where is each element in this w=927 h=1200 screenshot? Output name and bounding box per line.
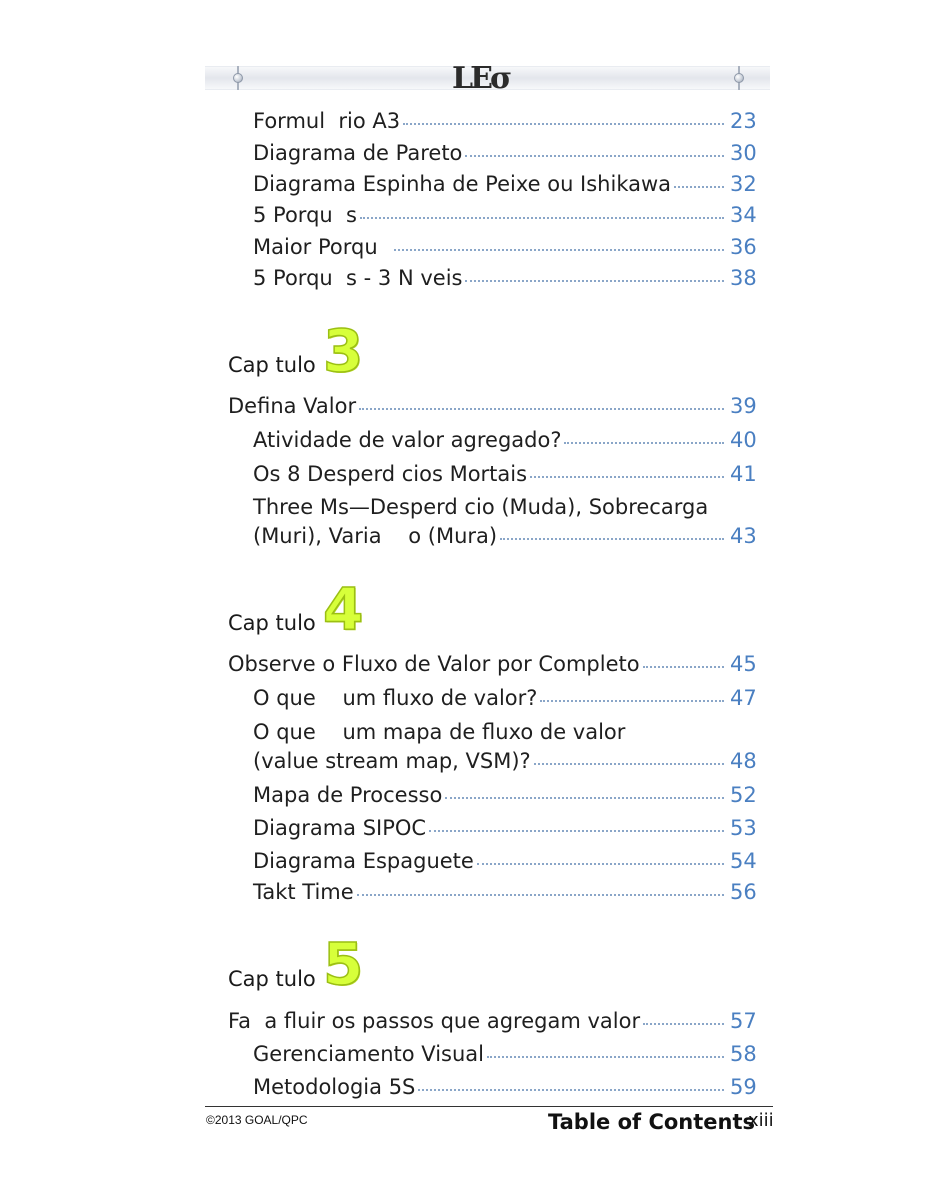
chapter-label: Cap tulo [228,967,316,991]
chapter-number: 4 [323,575,364,643]
toc-entry[interactable]: (value stream map, VSM)? 48 [253,749,757,773]
chapter-number: 3 [323,317,364,385]
chapter-number: 5 [323,930,364,998]
toc-entry[interactable]: (Muri), Varia o (Mura) 43 [253,524,757,548]
chapter-label: Cap tulo [228,611,316,635]
toc-entry[interactable]: Maior Porqu 36 [253,235,757,259]
toc-entry[interactable]: Gerenciamento Visual 58 [253,1042,757,1066]
chapter-heading[interactable]: Observe o Fluxo de Valor por Completo 45 [228,652,757,676]
toc-entry[interactable]: 5 Porqu s 34 [253,203,757,227]
toc-entry[interactable]: O que um fluxo de valor? 47 [253,686,757,710]
toc-entry-line1[interactable]: O que um mapa de fluxo de valor [253,720,626,744]
left-knob-icon [233,66,243,90]
toc-entry[interactable]: Atividade de valor agregado? 40 [253,428,757,452]
toc-entry[interactable]: Diagrama Espinha de Peixe ou Ishikawa 32 [253,172,757,196]
copyright: ©2013 GOAL/QPC [206,1113,308,1127]
toc-entry[interactable]: Diagrama Espaguete 54 [253,849,757,873]
chapter-label: Cap tulo [228,353,316,377]
toc-entry[interactable]: Diagrama SIPOC 53 [253,816,757,840]
toc-entry-line1[interactable]: Three Ms—Desperd cio (Muda), Sobrecarga [253,495,709,519]
right-knob-icon [734,66,744,90]
toc-entry[interactable]: Mapa de Processo 52 [253,783,757,807]
logo: LEσ [452,61,510,96]
chapter-heading[interactable]: Fa a fluir os passos que agregam valor 57 [228,1009,757,1033]
toc-entry[interactable]: Formul rio A3 23 [253,109,757,133]
page-number: xiii [748,1110,774,1131]
toc-entry[interactable]: Takt Time 56 [253,880,757,904]
toc-entry[interactable]: 5 Porqu s - 3 N veis 38 [253,266,757,290]
chapter-heading[interactable]: Defina Valor 39 [228,394,757,418]
toc-entry[interactable]: Metodologia 5S 59 [253,1075,757,1099]
footer-rule [205,1106,773,1107]
toc-entry[interactable]: Os 8 Desperd cios Mortais 41 [253,462,757,486]
section-title: Table of Contents [548,1110,756,1134]
toc-entry[interactable]: Diagrama de Pareto 30 [253,141,757,165]
